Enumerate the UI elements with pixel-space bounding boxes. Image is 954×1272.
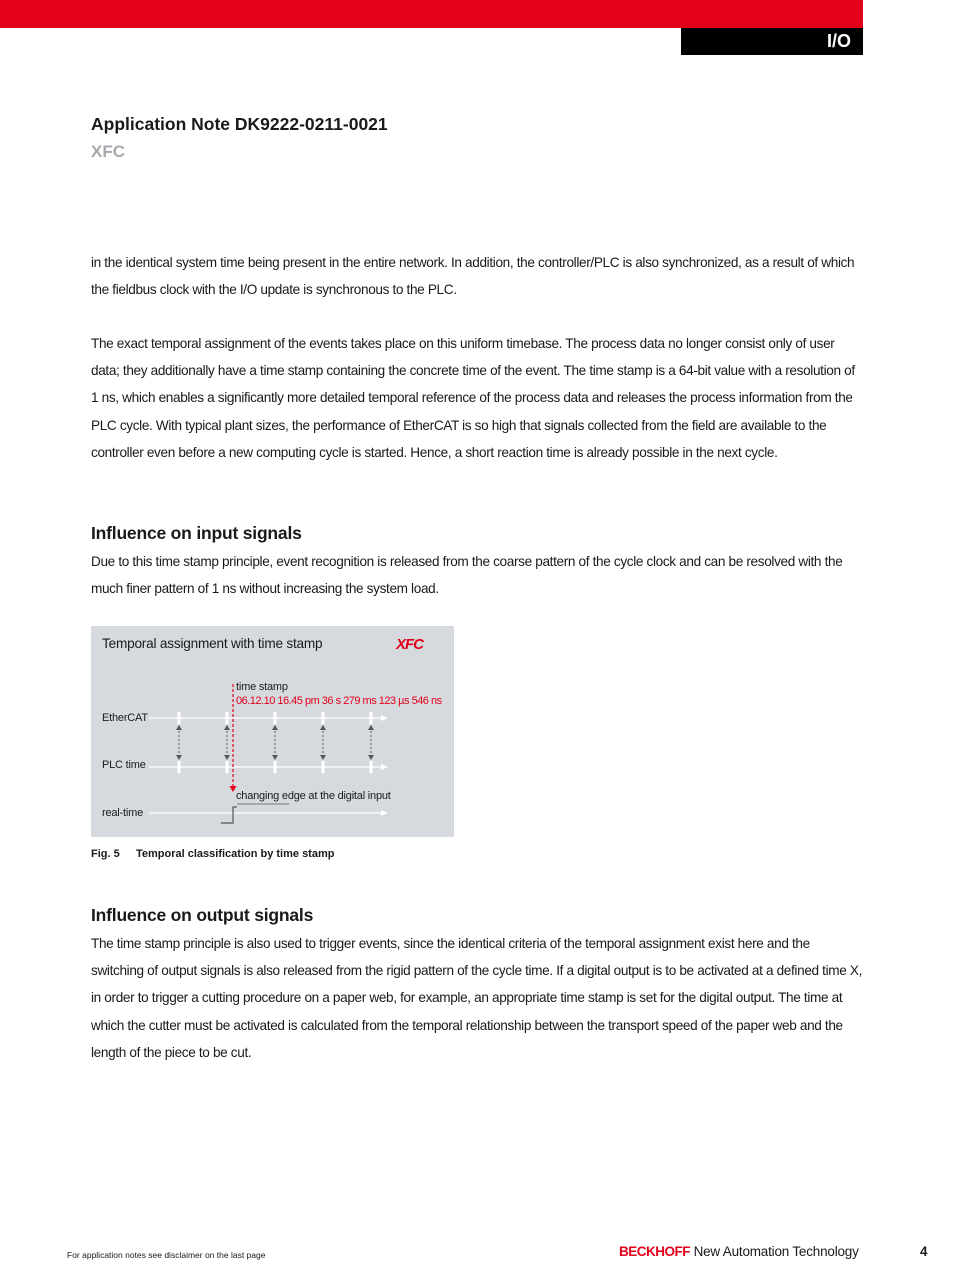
ethercat-arrowhead (381, 715, 388, 721)
footer-tagline: New Automation Technology (693, 1244, 859, 1259)
timing-figure (91, 626, 454, 837)
page-subtitle: XFC (91, 142, 125, 161)
digital-input-edge (221, 807, 237, 823)
plc-arrowhead (381, 764, 388, 770)
figure-caption-text: Temporal classification by time stamp (136, 848, 335, 860)
sync-dashed-arrows (179, 727, 371, 758)
page-title: Application Note DK9222-0211-0021 (91, 114, 388, 134)
cycle-ticks (179, 712, 371, 773)
body-paragraph-2: The exact temporal assignment of the events takes place on this uniform timebase. The process data no longer consist only of user data; they additionally have a time stamp containing the concrete time of the event. The time stamp is a 64-bit value with a resolution of 1 ns, which enables a significantly more detailed temporal reference of the process data and releases the process information from the PLC cycle. With typical plant sizes, the performance of EtherCAT is so high that signals collected from the field are available to the controller even before a new computing cycle is started. Hence, a short reaction time is already possible in the next cycle. (91, 336, 855, 460)
page-number: 4 (920, 1244, 928, 1259)
body-paragraph-3: Due to this time stamp principle, event recognition is released from the coarse pattern of the cycle clock and can be resolved with the much finer pattern of 1 ns without increasing the system load. (91, 554, 843, 597)
realtime-arrowhead (381, 810, 388, 816)
plc-time-label: PLC time (102, 759, 146, 771)
sync-arrowheads (176, 725, 374, 760)
section-tab: I/O (681, 28, 863, 55)
heading-input-signals: Influence on input signals (91, 523, 302, 543)
beckhoff-logo: BECKHOFF (619, 1244, 690, 1259)
time-stamp-label: time stamp (236, 681, 288, 693)
ethercat-label: EtherCAT (102, 712, 148, 724)
figure-caption (91, 848, 334, 860)
timing-diagram (91, 626, 454, 837)
heading-output-signals: Influence on output signals (91, 905, 314, 925)
xfc-logo: XFC (396, 636, 423, 653)
time-stamp-value: 06.12.10 16.45 pm 36 s 279 ms 123 µs 546 ns (236, 695, 442, 707)
figure-title: Temporal assignment with time stamp (102, 636, 323, 651)
figure-caption-number: Fig. 5 (91, 848, 120, 860)
changing-edge-label: changing edge at the digital input (236, 790, 391, 802)
top-red-bar (0, 0, 863, 28)
body-paragraph-1: in the identical system time being present in the entire network. In addition, the controller/PLC is also synchronized, as a result of which the fieldbus clock with the I/O update is synchronous to the PLC. (91, 255, 855, 298)
footer-brand (619, 1244, 859, 1259)
real-time-label: real-time (102, 807, 143, 819)
body-paragraph-4: The time stamp principle is also used to trigger events, since the identical criteria of the temporal assignment exist here and the switching of output signals is also released from the rigid pattern of the cycle time. If a digital output is to be activated at a defined time X, in order to trigger a cutting procedure on a paper web, for example, an appropriate time stamp is set for the digital output. The time at which the cutter must be activated is calculated from the temporal relationship between the transport speed of the paper web and the length of the piece to be cut. (91, 936, 863, 1060)
footer-disclaimer: For application notes see disclaimer on the last page (67, 1250, 266, 1260)
